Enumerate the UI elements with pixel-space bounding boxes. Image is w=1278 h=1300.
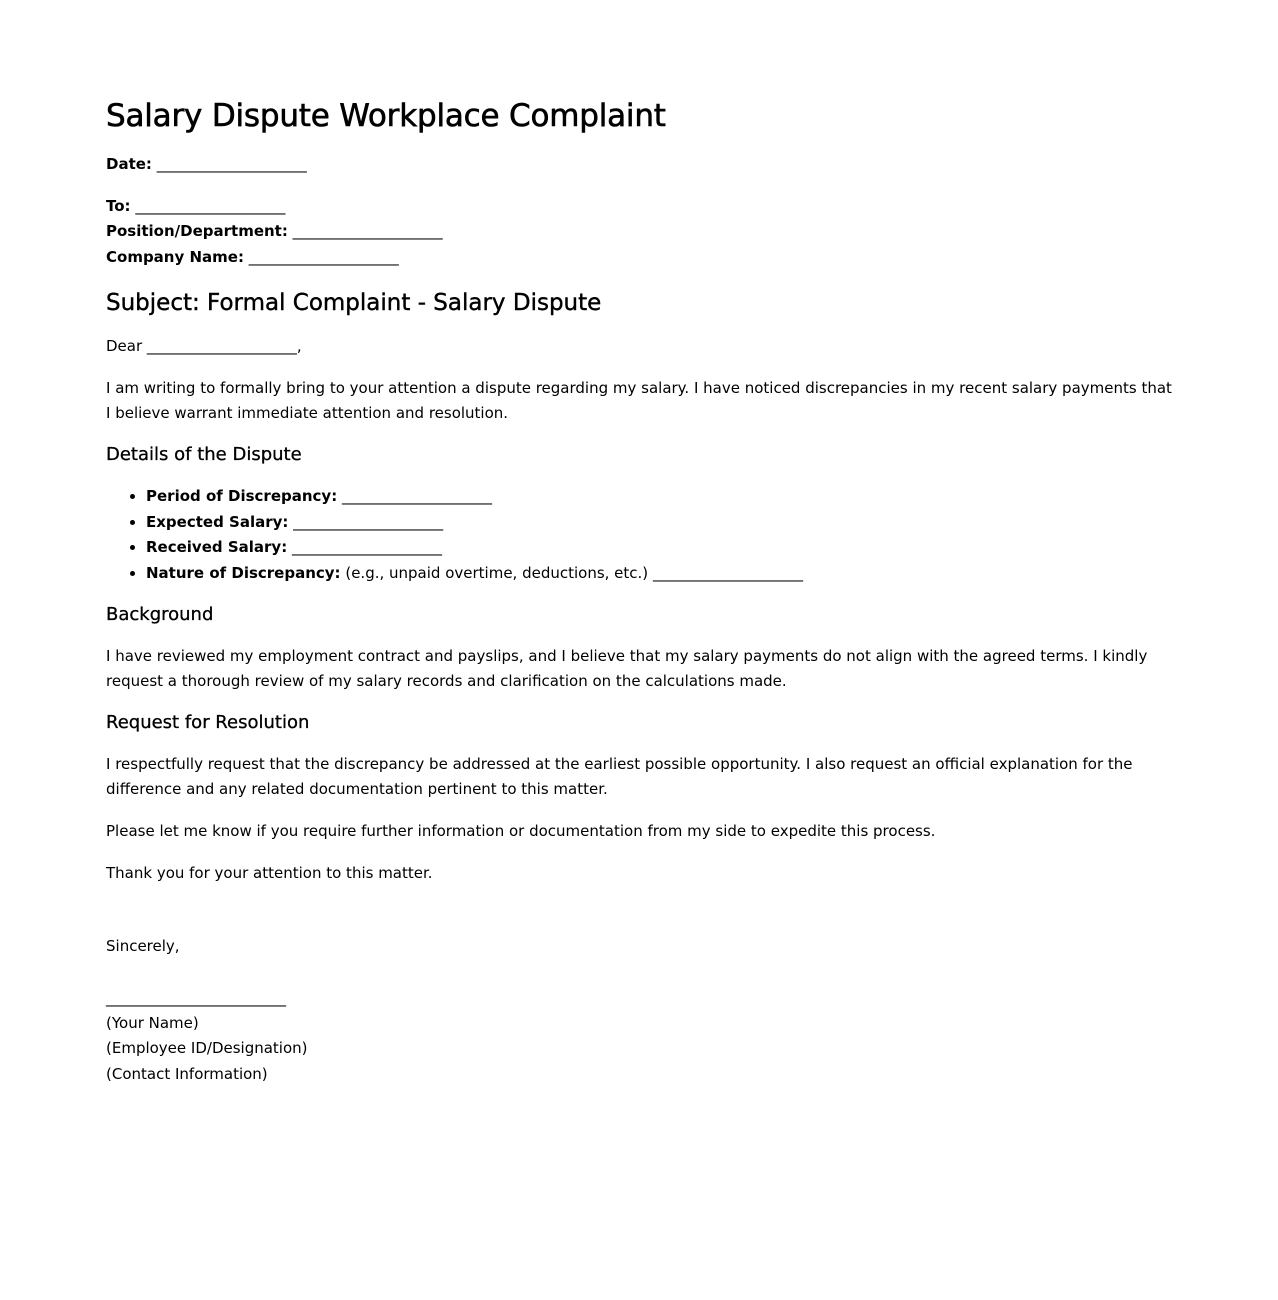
detail-label: Nature of Discrepancy: <box>146 563 341 582</box>
position-department-field <box>106 219 443 244</box>
detail-blank: ____________________ <box>292 538 442 556</box>
date-label: Date: <box>106 155 152 173</box>
detail-text: (e.g., unpaid overtime, deductions, etc.) <box>345 563 649 582</box>
position-department-label: Position/Department: <box>106 222 288 240</box>
date-field <box>106 152 307 177</box>
to-label: To: <box>106 197 131 215</box>
to-field <box>106 194 285 219</box>
further-info-paragraph: Please let me know if you require further information or documentation from my side to expedite this process. <box>106 822 936 840</box>
salutation: Dear ____________________, <box>106 337 302 355</box>
detail-blank: ____________________ <box>342 487 492 505</box>
date-blank: ____________________ <box>156 155 307 173</box>
company-name-blank: ____________________ <box>248 248 399 266</box>
detail-label: Period of Discrepancy: <box>146 487 338 505</box>
company-name-field <box>106 245 399 270</box>
signature-your-name: (Your Name) <box>106 1014 199 1032</box>
details-list <box>106 484 803 586</box>
detail-label: Received Salary: <box>146 538 288 556</box>
detail-item-expected-salary <box>146 510 803 536</box>
detail-item-received-salary <box>146 535 803 561</box>
intro-paragraph: I am writing to formally bring to your attention a dispute regarding my salary. I have noticed discrepancies in my recent salary payments that I believe warrant immediate attention and resolution. <box>106 379 1172 422</box>
closing: Sincerely, <box>106 937 180 955</box>
details-heading: Details of the Dispute <box>106 444 302 465</box>
to-blank: ____________________ <box>135 197 286 215</box>
detail-item-nature <box>146 561 803 587</box>
background-paragraph: I have reviewed my employment contract and payslips, and I believe that my salary payments do not align with the agreed terms. I kindly request a thorough review of my salary records and clarification on the calculations made. <box>106 647 1148 690</box>
signature-line: ________________________ <box>106 989 286 1007</box>
signature-employee-id: (Employee ID/Designation) <box>106 1039 308 1057</box>
resolution-heading: Request for Resolution <box>106 712 310 733</box>
detail-blank: ____________________ <box>652 563 803 582</box>
position-department-blank: ____________________ <box>292 222 443 240</box>
subject-heading: Subject: Formal Complaint - Salary Dispute <box>106 290 602 316</box>
page-title: Salary Dispute Workplace Complaint <box>106 98 666 134</box>
detail-label: Expected Salary: <box>146 512 289 531</box>
detail-item-period <box>146 484 803 510</box>
detail-blank: ____________________ <box>293 512 444 531</box>
company-name-label: Company Name: <box>106 248 244 266</box>
resolution-paragraph: I respectfully request that the discrepancy be addressed at the earliest possible opportunity. I also request an official explanation for the difference and any related documentation pertinent to this matter. <box>106 755 1133 798</box>
signature-contact-info: (Contact Information) <box>106 1065 268 1083</box>
thanks-paragraph: Thank you for your attention to this matter. <box>106 864 433 882</box>
background-heading: Background <box>106 604 214 625</box>
